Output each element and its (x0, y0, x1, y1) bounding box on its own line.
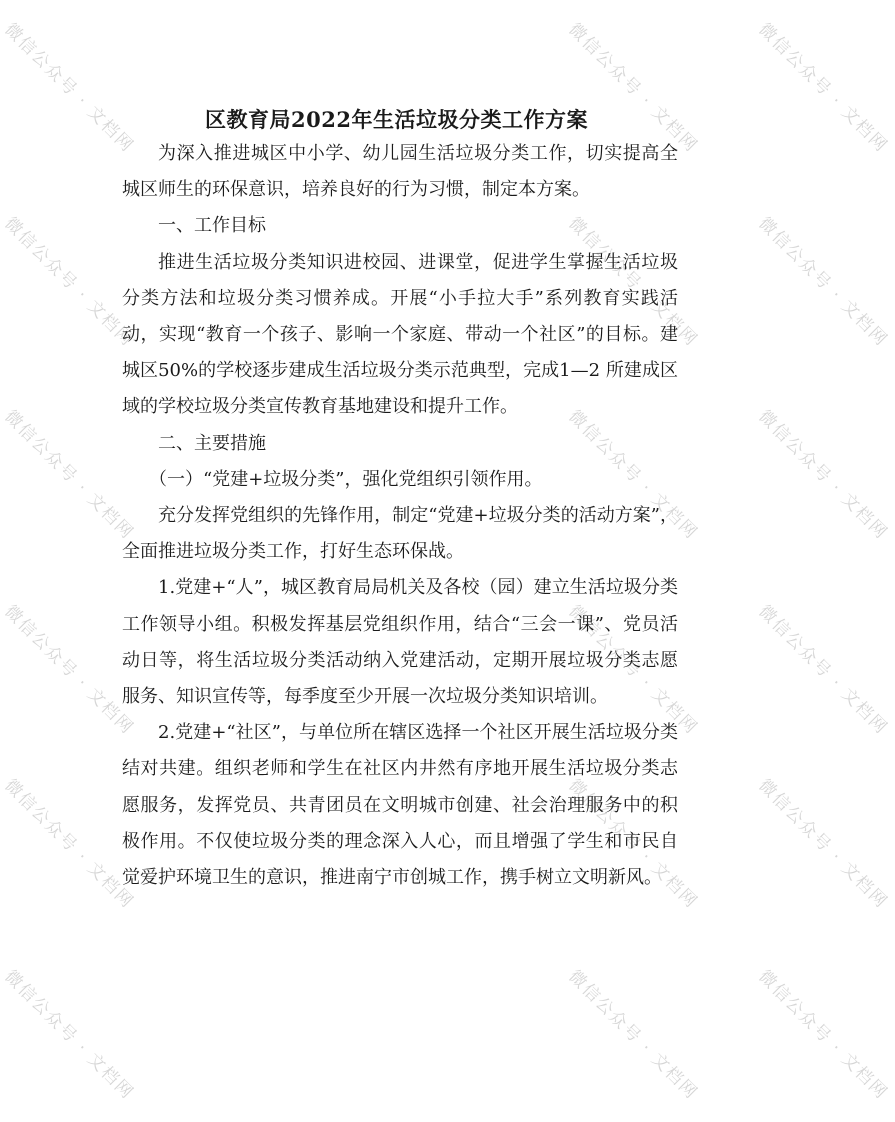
watermark: 微信公众号 · 文档网 (564, 601, 702, 739)
watermark: 微信公众号 · 文档网 (0, 406, 138, 544)
paragraph: 推进生活垃圾分类知识进校园、进课堂，促进学生掌握生活垃圾分类方法和垃圾分类习惯养成。开展“小手拉大手”系列教育实践活动，实现“教育一个孩子、影响一个家庭、带动一个社区”的目标。建城区50%的学校逐步建成生活垃圾分类示范典型，完成1—2 所建成区域的学校垃圾分类宣传教育基地建设和提升工作。 (122, 251, 678, 418)
watermark: 微信公众号 · 文档网 (564, 213, 702, 351)
watermark: 微信公众号 · 文档网 (564, 775, 702, 913)
subsection-heading: （一）“党建+垃圾分类”，强化党组织引领作用。 (149, 468, 543, 490)
watermark: 微信公众号 · 文档网 (754, 213, 892, 351)
paragraph: 2.党建+“社区”，与单位所在辖区选择一个社区开展生活垃圾分类结对共建。组织老师和学生在社区内井然有序地开展生活垃圾分类志愿服务，发挥党员、共青团员在文明城市创建、社会治理服务中的积极作用。不仅使垃圾分类的理念深入人心，而且增强了学生和市民自觉爱护环境卫生的意识，推进南宁市创城工作，携手树立文明新风。 (122, 722, 678, 889)
watermark: 微信公众号 · 文档网 (754, 601, 892, 739)
document-title: 区教育局2022年生活垃圾分类工作方案 (205, 107, 588, 132)
watermark: 微信公众号 · 文档网 (0, 213, 138, 351)
watermark: 微信公众号 · 文档网 (0, 966, 138, 1104)
section-heading: 一、工作目标 (158, 215, 266, 237)
watermark: 微信公众号 · 文档网 (754, 966, 892, 1104)
paragraph: 充分发挥党组织的先锋作用，制定“党建+垃圾分类的活动方案”，全面推进垃圾分类工作，打好生态环保战。 (122, 505, 678, 563)
watermark: 微信公众号 · 文档网 (0, 19, 138, 157)
watermark: 微信公众号 · 文档网 (754, 406, 892, 544)
section-heading: 二、主要措施 (158, 432, 266, 454)
paragraph: 为深入推进城区中小学、幼儿园生活垃圾分类工作，切实提高全城区师生的环保意识，培养良好的行为习惯，制定本方案。 (122, 143, 678, 201)
watermark: 微信公众号 · 文档网 (0, 775, 138, 913)
watermark: 微信公众号 · 文档网 (564, 966, 702, 1104)
watermark: 微信公众号 · 文档网 (0, 601, 138, 739)
watermark: 微信公众号 · 文档网 (564, 406, 702, 544)
document-body (122, 136, 678, 896)
watermark: 微信公众号 · 文档网 (754, 775, 892, 913)
watermark: 微信公众号 · 文档网 (564, 19, 702, 157)
paragraph: 1.党建+“人”，城区教育局局机关及各校（园）建立生活垃圾分类工作领导小组。积极发挥基层党组织作用，结合“三会一课”、党员活动日等，将生活垃圾分类活动纳入党建活动，定期开展垃圾分类志愿服务、知识宣传等，每季度至少开展一次垃圾分类知识培训。 (122, 577, 678, 708)
watermark: 微信公众号 · 文档网 (754, 19, 892, 157)
